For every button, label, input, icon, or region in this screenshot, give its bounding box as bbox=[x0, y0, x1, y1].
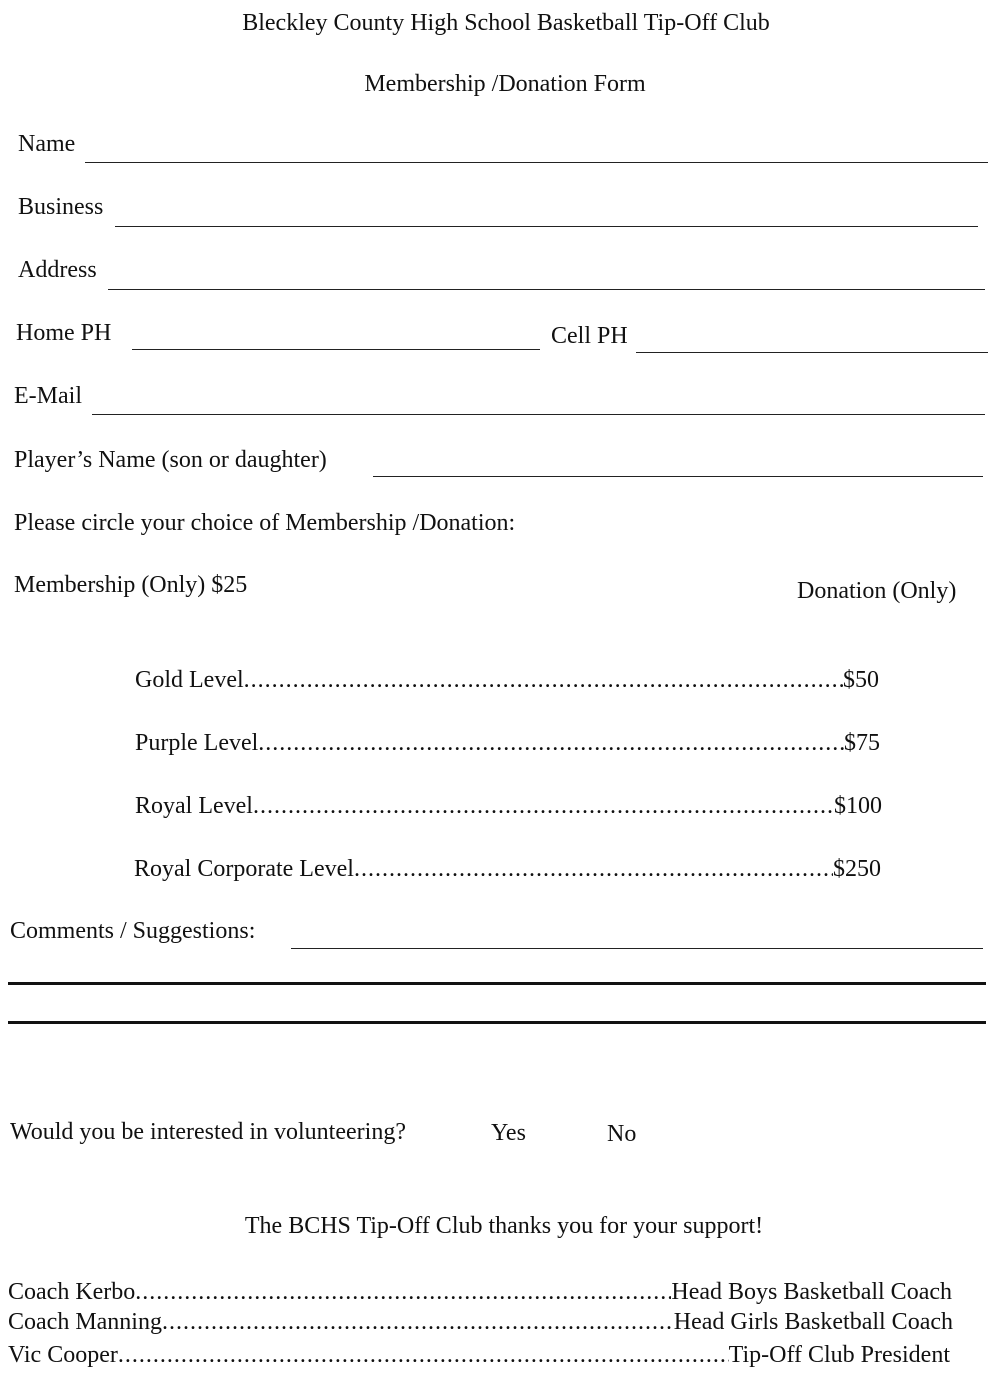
dot-leader bbox=[244, 666, 843, 694]
address-label: Address bbox=[18, 257, 97, 283]
cell-phone-field[interactable] bbox=[636, 352, 988, 353]
email-label: E-Mail bbox=[14, 383, 82, 409]
volunteer-yes-option[interactable]: Yes bbox=[491, 1120, 526, 1146]
comments-field-line-3[interactable] bbox=[8, 1021, 986, 1024]
email-field[interactable] bbox=[92, 414, 985, 415]
dot-leader bbox=[258, 729, 844, 757]
contact-row bbox=[8, 1278, 952, 1306]
contact-name: Vic Cooper bbox=[8, 1342, 118, 1368]
dot-leader bbox=[118, 1341, 729, 1369]
dot-leader bbox=[135, 1278, 671, 1306]
volunteer-no-option[interactable]: No bbox=[607, 1121, 637, 1147]
player-name-label: Player’s Name (son or daughter) bbox=[14, 447, 327, 473]
donation-level-royal-corporate[interactable] bbox=[134, 855, 881, 883]
comments-label: Comments / Suggestions: bbox=[10, 918, 256, 944]
volunteer-question: Would you be interested in volunteering? bbox=[10, 1119, 406, 1145]
form-subtitle: Membership /Donation Form bbox=[364, 71, 646, 97]
contact-role: Tip-Off Club President bbox=[728, 1342, 950, 1368]
thank-you-message: The BCHS Tip-Off Club thanks you for your support! bbox=[244, 1213, 764, 1239]
donation-level-gold[interactable] bbox=[135, 666, 879, 694]
level-label: Gold Level bbox=[135, 667, 244, 693]
contact-role: Head Girls Basketball Coach bbox=[673, 1309, 953, 1335]
cell-phone-label: Cell PH bbox=[551, 323, 628, 349]
membership-instruction: Please circle your choice of Membership /Donation: bbox=[14, 510, 516, 536]
donation-only-heading: Donation (Only) bbox=[797, 578, 957, 604]
membership-only-option[interactable]: Membership (Only) $25 bbox=[14, 572, 248, 598]
name-label: Name bbox=[18, 131, 76, 157]
contact-name: Coach Manning bbox=[8, 1309, 162, 1335]
name-field[interactable] bbox=[85, 162, 988, 163]
contact-role: Head Boys Basketball Coach bbox=[671, 1279, 952, 1305]
business-label: Business bbox=[18, 194, 104, 220]
player-name-field[interactable] bbox=[373, 476, 983, 477]
level-label: Royal Corporate Level bbox=[134, 856, 354, 882]
contact-row bbox=[8, 1341, 950, 1369]
form-title: Bleckley County High School Basketball Tip-Off Club bbox=[242, 10, 770, 36]
level-amount: $100 bbox=[834, 793, 882, 819]
dot-leader bbox=[253, 792, 834, 820]
contact-row bbox=[8, 1308, 953, 1336]
comments-field-line-2[interactable] bbox=[8, 982, 986, 985]
home-phone-field[interactable] bbox=[132, 349, 540, 350]
level-label: Purple Level bbox=[135, 730, 259, 756]
donation-level-royal[interactable] bbox=[135, 792, 882, 820]
dot-leader bbox=[162, 1308, 674, 1336]
donation-level-purple[interactable] bbox=[135, 729, 880, 757]
address-field[interactable] bbox=[108, 289, 985, 290]
level-amount: $250 bbox=[833, 856, 881, 882]
dot-leader bbox=[354, 855, 833, 883]
level-label: Royal Level bbox=[135, 793, 253, 819]
comments-field-line-1[interactable] bbox=[291, 948, 983, 949]
business-field[interactable] bbox=[115, 226, 978, 227]
contact-name: Coach Kerbo bbox=[8, 1279, 136, 1305]
level-amount: $50 bbox=[843, 667, 879, 693]
level-amount: $75 bbox=[844, 730, 880, 756]
home-phone-label: Home PH bbox=[16, 320, 112, 346]
